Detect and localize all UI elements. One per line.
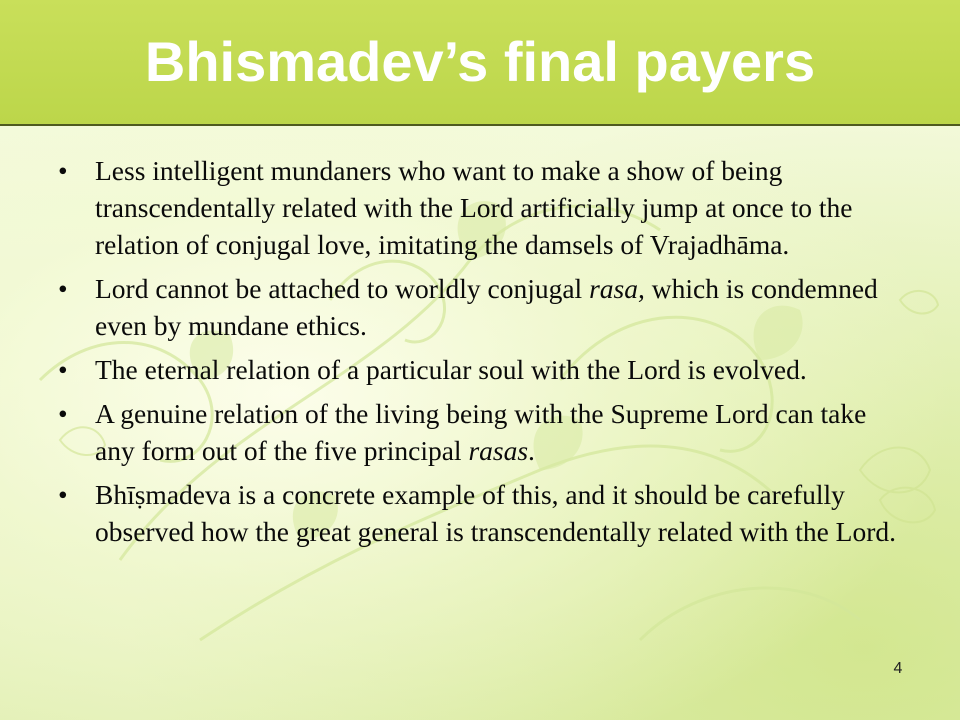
bullet-text-segment: Less intelligent mundaners who want to make a show of being transcendentally related with the Lord artificially jump at once to the relation of conjugal love, imitating the damsels of Vrajadhāma. <box>95 155 853 260</box>
bullet-text-segment: A genuine relation of the living being with the Supreme Lord can take any form out of the five principal <box>95 398 867 466</box>
bullet-item <box>58 152 908 263</box>
bullet-icon: • <box>58 479 68 510</box>
bullet-list <box>58 152 908 557</box>
title-bar <box>0 0 960 126</box>
bullet-text-segment: The eternal relation of a particular soul with the Lord is evolved. <box>95 354 807 385</box>
bullet-icon: • <box>58 155 68 186</box>
bullet-text-segment: which is condemned even by mundane ethics. <box>95 273 878 341</box>
bullet-item <box>58 351 908 388</box>
bullet-text-segment: Lord cannot be attached to worldly conjugal <box>95 273 590 304</box>
bullet-text <box>95 155 853 260</box>
bullet-text-italic: rasa, <box>589 273 645 304</box>
bullet-icon: • <box>58 354 68 385</box>
slide-title: Bhismadev’s final payers <box>144 30 816 93</box>
bullet-text-segment: Bhīṣmadeva is a concrete example of this, and it should be carefully observed how the great general is transcendentally related with the Lord. <box>95 479 897 547</box>
bullet-item <box>58 270 908 344</box>
bullet-text <box>95 398 866 466</box>
page-number: 4 <box>893 660 903 677</box>
bullet-item <box>58 476 908 550</box>
bullet-text <box>95 479 896 547</box>
bullet-icon: • <box>58 273 68 304</box>
bullet-text-italic: rasas <box>468 435 529 466</box>
bullet-text <box>95 354 807 385</box>
bullet-text <box>95 273 878 341</box>
bullet-item <box>58 395 908 469</box>
bullet-icon: • <box>58 398 68 429</box>
bullet-text-segment: . <box>528 435 535 466</box>
